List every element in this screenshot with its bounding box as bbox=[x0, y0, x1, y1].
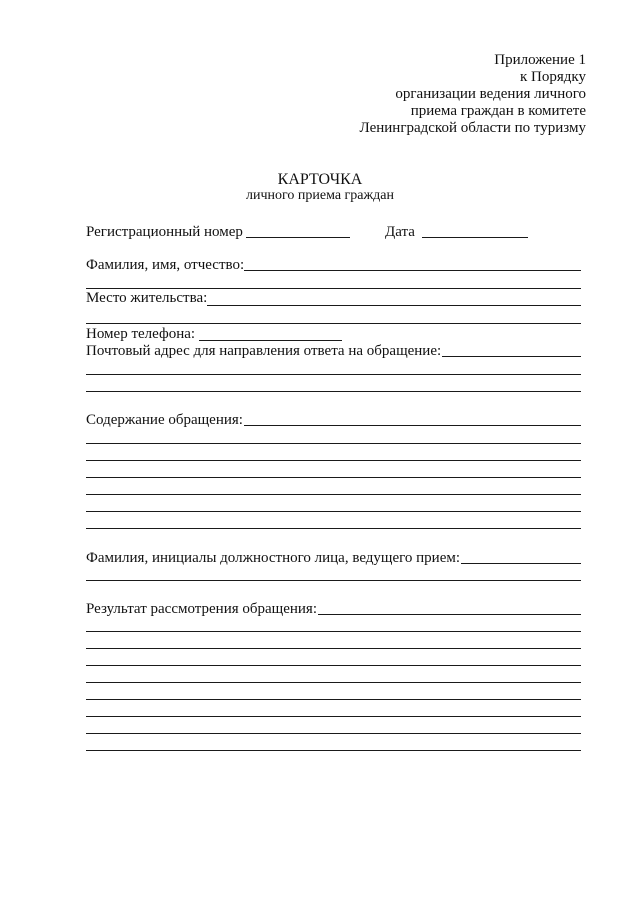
official-label: Фамилия, инициалы должностного лица, ведущего прием: bbox=[86, 550, 461, 566]
appeal-content-line[interactable] bbox=[244, 425, 581, 426]
result-extra-line-8[interactable] bbox=[86, 750, 581, 751]
postal-address-line[interactable] bbox=[442, 356, 581, 357]
appeal-content-label: Содержание обращения: bbox=[86, 412, 243, 428]
full-name-extra-line[interactable] bbox=[86, 288, 581, 289]
registration-number-line[interactable] bbox=[246, 237, 350, 238]
result-extra-line-1[interactable] bbox=[86, 631, 581, 632]
result-line[interactable] bbox=[318, 614, 581, 615]
card-subtitle: личного приема граждан bbox=[245, 188, 395, 203]
phone-line[interactable] bbox=[199, 340, 342, 341]
card-title: КАРТОЧКА bbox=[277, 171, 363, 188]
residence-line[interactable] bbox=[207, 305, 581, 306]
appendix-line-3: организации ведения личного bbox=[395, 86, 586, 102]
result-extra-line-2[interactable] bbox=[86, 648, 581, 649]
appeal-content-extra-line-3[interactable] bbox=[86, 477, 581, 478]
postal-address-label: Почтовый адрес для направления ответа на обращение: bbox=[86, 343, 442, 359]
date-label: Дата bbox=[385, 224, 415, 240]
official-extra-line[interactable] bbox=[86, 580, 581, 581]
phone-label: Номер телефона: bbox=[86, 326, 196, 342]
appendix-line-4: приема граждан в комитете bbox=[410, 103, 586, 119]
date-line[interactable] bbox=[422, 237, 528, 238]
full-name-line[interactable] bbox=[244, 270, 581, 271]
result-extra-line-4[interactable] bbox=[86, 682, 581, 683]
appeal-content-extra-line-6[interactable] bbox=[86, 528, 581, 529]
residence-label: Место жительства: bbox=[86, 290, 208, 306]
result-extra-line-3[interactable] bbox=[86, 665, 581, 666]
postal-address-extra-line-2[interactable] bbox=[86, 391, 581, 392]
result-extra-line-5[interactable] bbox=[86, 699, 581, 700]
full-name-label: Фамилия, имя, отчество: bbox=[86, 257, 245, 273]
result-label: Результат рассмотрения обращения: bbox=[86, 601, 317, 617]
postal-address-extra-line-1[interactable] bbox=[86, 374, 581, 375]
appeal-content-extra-line-5[interactable] bbox=[86, 511, 581, 512]
appendix-reference bbox=[336, 52, 586, 137]
appeal-content-extra-line-2[interactable] bbox=[86, 460, 581, 461]
appeal-content-extra-line-4[interactable] bbox=[86, 494, 581, 495]
registration-number-label: Регистрационный номер bbox=[86, 224, 243, 240]
result-extra-line-6[interactable] bbox=[86, 716, 581, 717]
appendix-line-5: Ленинградской области по туризму bbox=[359, 120, 586, 136]
appendix-line-1: Приложение 1 bbox=[494, 52, 586, 68]
appendix-line-2: к Порядку bbox=[520, 69, 586, 85]
official-line[interactable] bbox=[461, 563, 581, 564]
result-extra-line-7[interactable] bbox=[86, 733, 581, 734]
residence-extra-line[interactable] bbox=[86, 323, 581, 324]
appeal-content-extra-line-1[interactable] bbox=[86, 443, 581, 444]
